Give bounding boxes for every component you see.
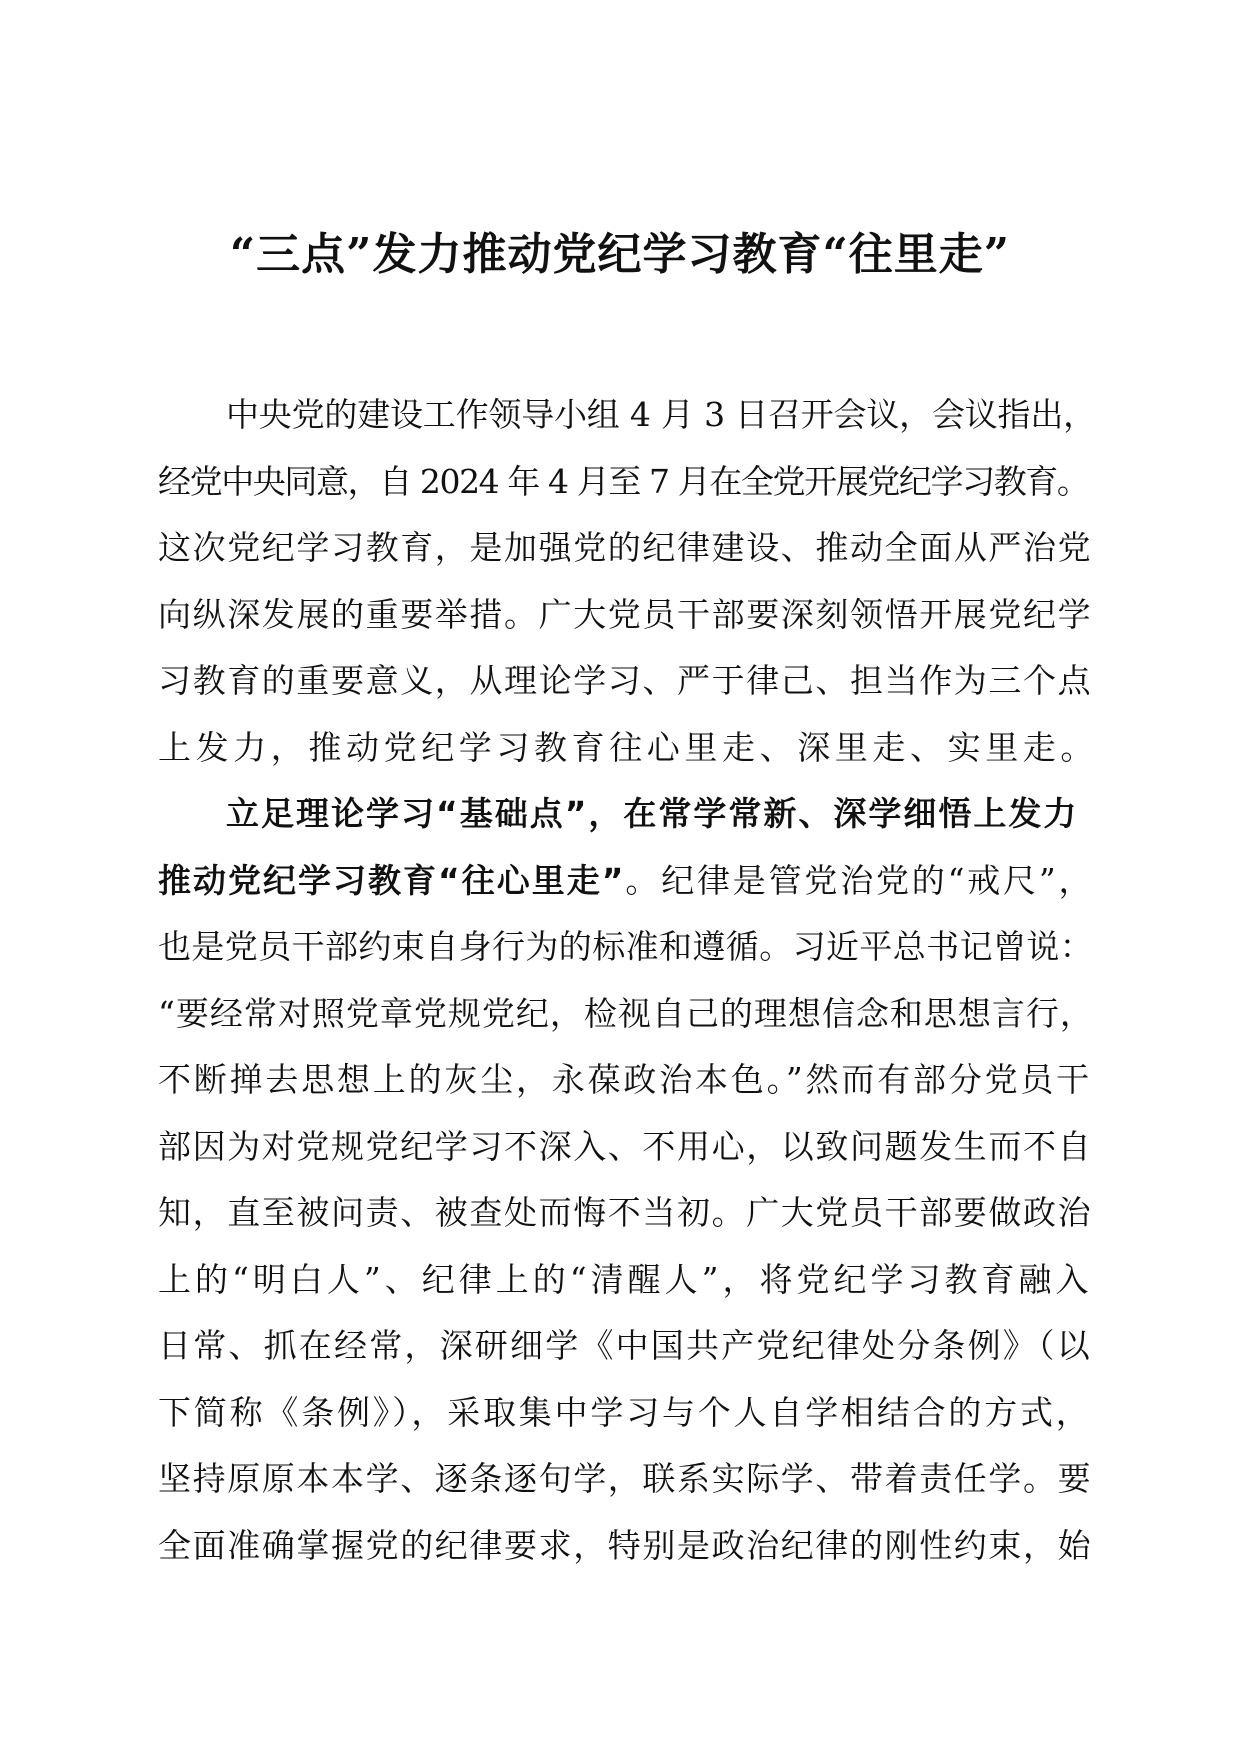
body-line: 向纵深发展的重要举措。广大党员干部要深刻领悟开展党纪学 <box>158 594 1093 634</box>
body-line: 坚持原原本本学、逐条逐句学，联系实际学、带着责任学。要 <box>158 1459 1093 1498</box>
body-line: 中央党的建设工作领导小组 4 月 3 日召开会议，会议指出， <box>226 395 1096 434</box>
section-heading: 推动党纪学习教育“往心里走” <box>158 860 626 900</box>
body-line: 全面准确掌握党的纪律要求，特别是政治纪律的刚性约束，始 <box>158 1525 1093 1565</box>
body-line: 习教育的重要意义，从理论学习、严于律己、担当作为三个点 <box>158 661 1093 700</box>
body-line: “要经常对照党章党规党纪，检视自己的理想信念和思想言行， <box>158 993 1094 1033</box>
body-line: 上的“明白人”、纪律上的“清醒人”，将党纪学习教育融入 <box>158 1259 1093 1299</box>
body-line: 知，直至被问责、被查处而悔不当初。广大党员干部要做政治 <box>158 1193 1093 1232</box>
body-line: 这次党纪学习教育，是加强党的纪律建设、推动全面从严治党 <box>158 528 1093 567</box>
body-line: 不断掸去思想上的灰尘，永葆政治本色。”然而有部分党员干 <box>158 1060 1092 1099</box>
body-line: 推动党纪学习教育“往心里走”。纪律是管党治党的“戒尺”， <box>158 860 1095 900</box>
body-line: 上发力，推动党纪学习教育往心里走、深里走、实里走。 <box>158 727 1098 767</box>
document-body <box>158 382 1098 1579</box>
body-line: 下简称《条例》），采取集中学习与个人自学相结合的方式， <box>158 1392 1092 1432</box>
body-line: 日常、抓在经常，深研细学《中国共产党纪律处分条例》（以 <box>158 1326 1092 1365</box>
body-line: 也是党员干部约束自身行为的标准和遵循。习近平总书记曾说： <box>158 927 1094 966</box>
body-line: 部因为对党规党纪学习不深入、不用心，以致问题发生而不自 <box>158 1126 1093 1166</box>
section-heading: 立足理论学习“基础点”，在常学常新、深学细悟上发力 <box>226 794 1079 833</box>
section-heading-line <box>158 781 1098 848</box>
document-title: “三点”发力推动党纪学习教育“往里走” <box>229 229 1011 280</box>
body-line: 经党中央同意，自 2024 年 4 月至 7 月在全党开展党纪学习教育。 <box>158 461 1089 501</box>
